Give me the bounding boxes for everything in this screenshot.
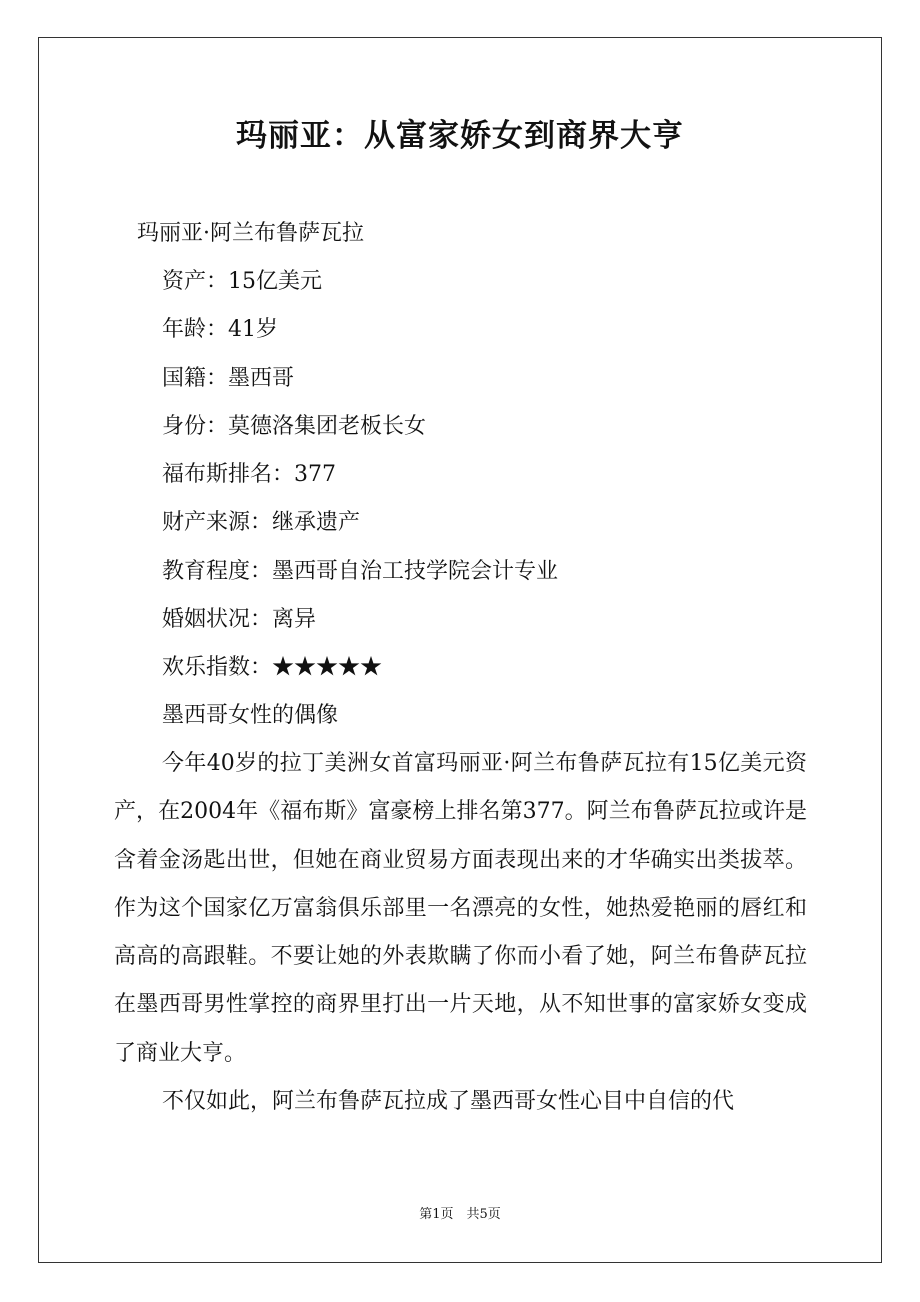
info-marital-status: 婚姻状况：离异 <box>162 607 317 633</box>
subject-name: 玛丽亚·阿兰布鲁萨瓦拉 <box>137 221 364 246</box>
star-rating-icon: ★★★★★ <box>272 655 383 681</box>
page-footer: 第1页 共5页 <box>419 1207 501 1222</box>
info-wealth-source: 财产来源：继承遗产 <box>162 510 361 536</box>
info-forbes-rank: 福布斯排名：377 <box>162 462 336 488</box>
profile-info-list <box>162 258 558 693</box>
section-heading: 墨西哥女性的偶像 <box>162 703 339 728</box>
happiness-label: 欢乐指数： <box>162 655 273 681</box>
info-identity: 身份：莫德洛集团老板长女 <box>162 413 427 439</box>
body-paragraph: 不仅如此，阿兰布鲁萨瓦拉成了墨西哥女性心目中自信的代 <box>162 1089 735 1114</box>
info-age: 年龄：41岁 <box>162 317 278 343</box>
page-title: 玛丽亚：从富家娇女到商界大亨 <box>236 118 684 154</box>
info-nationality: 国籍：墨西哥 <box>162 365 295 391</box>
info-education: 教育程度：墨西哥自治工技学院会计专业 <box>162 558 559 584</box>
info-happiness <box>162 644 558 692</box>
info-assets: 资产：15亿美元 <box>162 269 322 294</box>
body-paragraph: 今年40岁的拉丁美洲女首富玛丽亚·阿兰布鲁萨瓦拉有15亿美元资产，在2004年《福布斯》富豪榜上排名第377。阿兰布鲁萨瓦拉或许是含着金汤匙出世，但她在商业贸易方面表现出来的才华确实出类拔萃。作为这个国家亿万富翁俱乐部里一名漂亮的女性，她热爱艳丽的唇红和高高的高跟鞋。不要让她的外表欺瞒了你而小看了她，阿兰布鲁萨瓦拉在墨西哥男性掌控的商界里打出一片天地，从不知世事的富家娇女变成了商业大亨。 <box>114 751 807 1066</box>
